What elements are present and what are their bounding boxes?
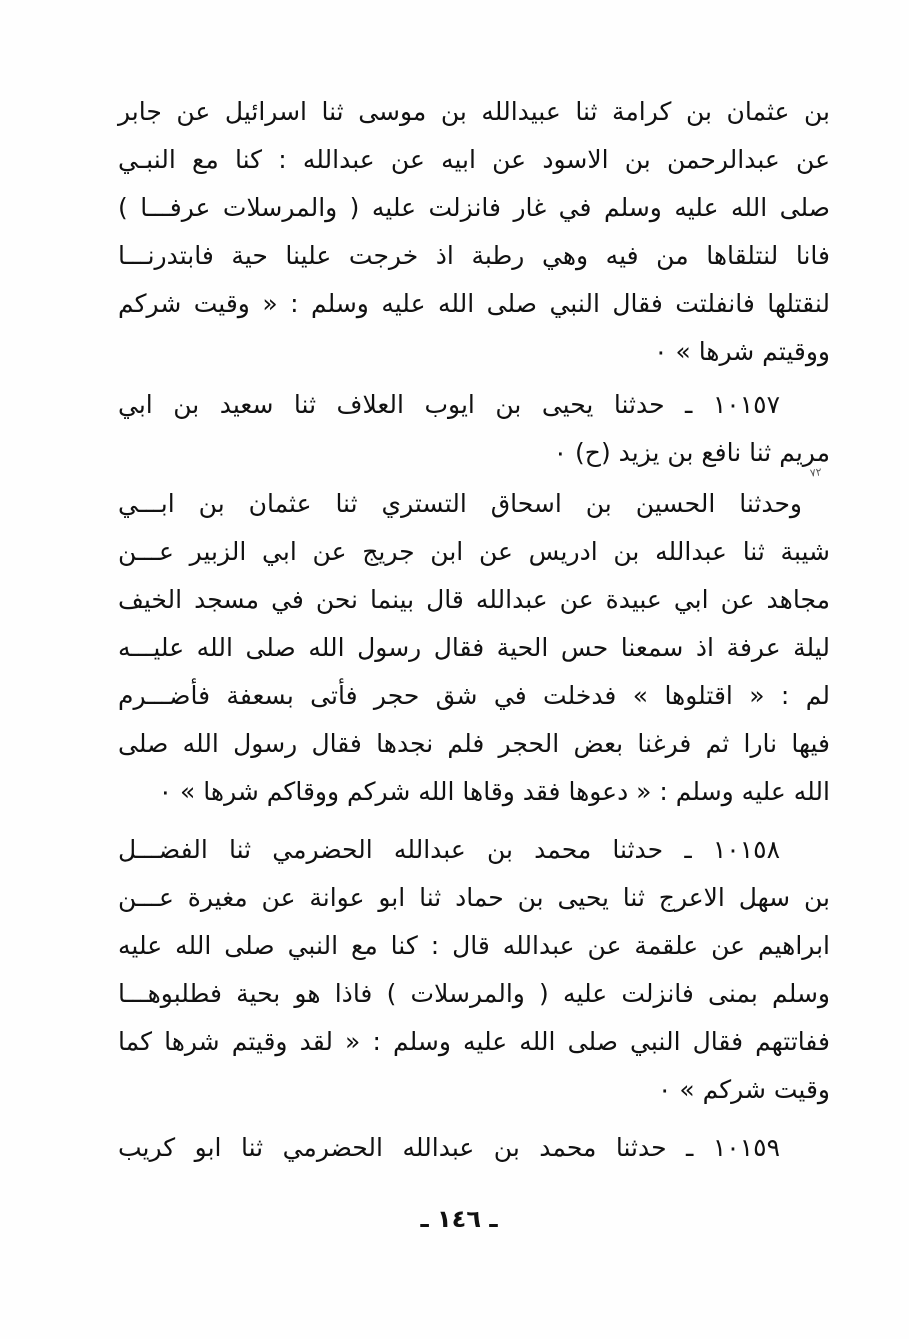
text-line: ١٠١٥٧ ـ حدثنا يحيى بن ايوب العلاف ثنا سعيد بن ابي [118,390,780,419]
page-number: ـ ١٤٦ ـ [420,1205,498,1233]
text-line: وقيت شركم » ٠ [658,1075,830,1104]
text-line: لم : « اقتلوها » فدخلت في شق حجر فأتى بسعفة فأضـــرم [118,681,830,710]
text-line: عن عبدالرحمن بن الاسود عن ابيه عن عبدالله : كنا مع النبـي [118,145,830,174]
paragraph-5 [118,1128,830,1176]
text-line: لنقتلها فانفلتت فقال النبي صلى الله عليه وسلم : « وقيت شركم [118,289,830,318]
text-line: ووقيتم شرها » ٠ [654,337,830,366]
text-line: صلى الله عليه وسلم في غار فانزلت عليه ( والمرسلات عرفـــا ) [118,193,830,222]
text-line: شيبة ثنا عبدالله بن ادريس عن ابن جريج عن ابي الزبير عـــن [118,537,830,566]
paragraph-4 [118,830,830,1118]
text-line: ابراهيم عن علقمة عن عبدالله قال : كنا مع النبي صلى الله عليه [118,931,830,960]
text-line: مريم ثنا نافع بن يزيد (ح) ٠ [553,438,830,467]
text-line: مجاهد عن ابي عبيدة عن عبدالله قال بينما نحن في مسجد الخيف [118,585,830,614]
text-line: وسلم بمنى فانزلت عليه ( والمرسلات ) فاذا هو بحية فطلبوهـــا [118,979,830,1008]
margin-note: ٧٢ [809,465,823,480]
text-line: فانا لنتلقاها من فيه وهي رطبة اذ خرجت علينا حية فابتدرنـــا [118,241,830,270]
text-line: ففاتتهم فقال النبي صلى الله عليه وسلم : « لقد وقيتم شرها كما [118,1027,830,1056]
paragraph-2 [118,385,830,481]
paragraph-3 [118,484,830,820]
text-line: وحدثنا الحسين بن اسحاق التستري ثنا عثمان بن ابـــي [118,489,802,518]
text-line: ١٠١٥٨ ـ حدثنا محمد بن عبدالله الحضرمي ثنا الفضـــل [118,835,780,864]
text-line: بن عثمان بن كرامة ثنا عبيدالله بن موسى ثنا اسرائيل عن جابر [118,97,830,126]
paragraph-1 [118,92,830,380]
text-line: الله عليه وسلم : « دعوها فقد وقاها الله شركم ووقاكم شرها » ٠ [158,777,830,806]
text-line: ليلة عرفة اذ سمعنا حس الحية فقال رسول الله صلى الله عليـــه [118,633,830,662]
text-line: فيها نارا ثم فرغنا بعض الحجر فلم نجدها فقال رسول الله صلى [118,729,830,758]
text-line: بن سهل الاعرج ثنا يحيى بن حماد ثنا ابو عوانة عن مغيرة عـــن [118,883,830,912]
text-line: ١٠١٥٩ ـ حدثنا محمد بن عبدالله الحضرمي ثنا ابو كريب [118,1133,780,1162]
